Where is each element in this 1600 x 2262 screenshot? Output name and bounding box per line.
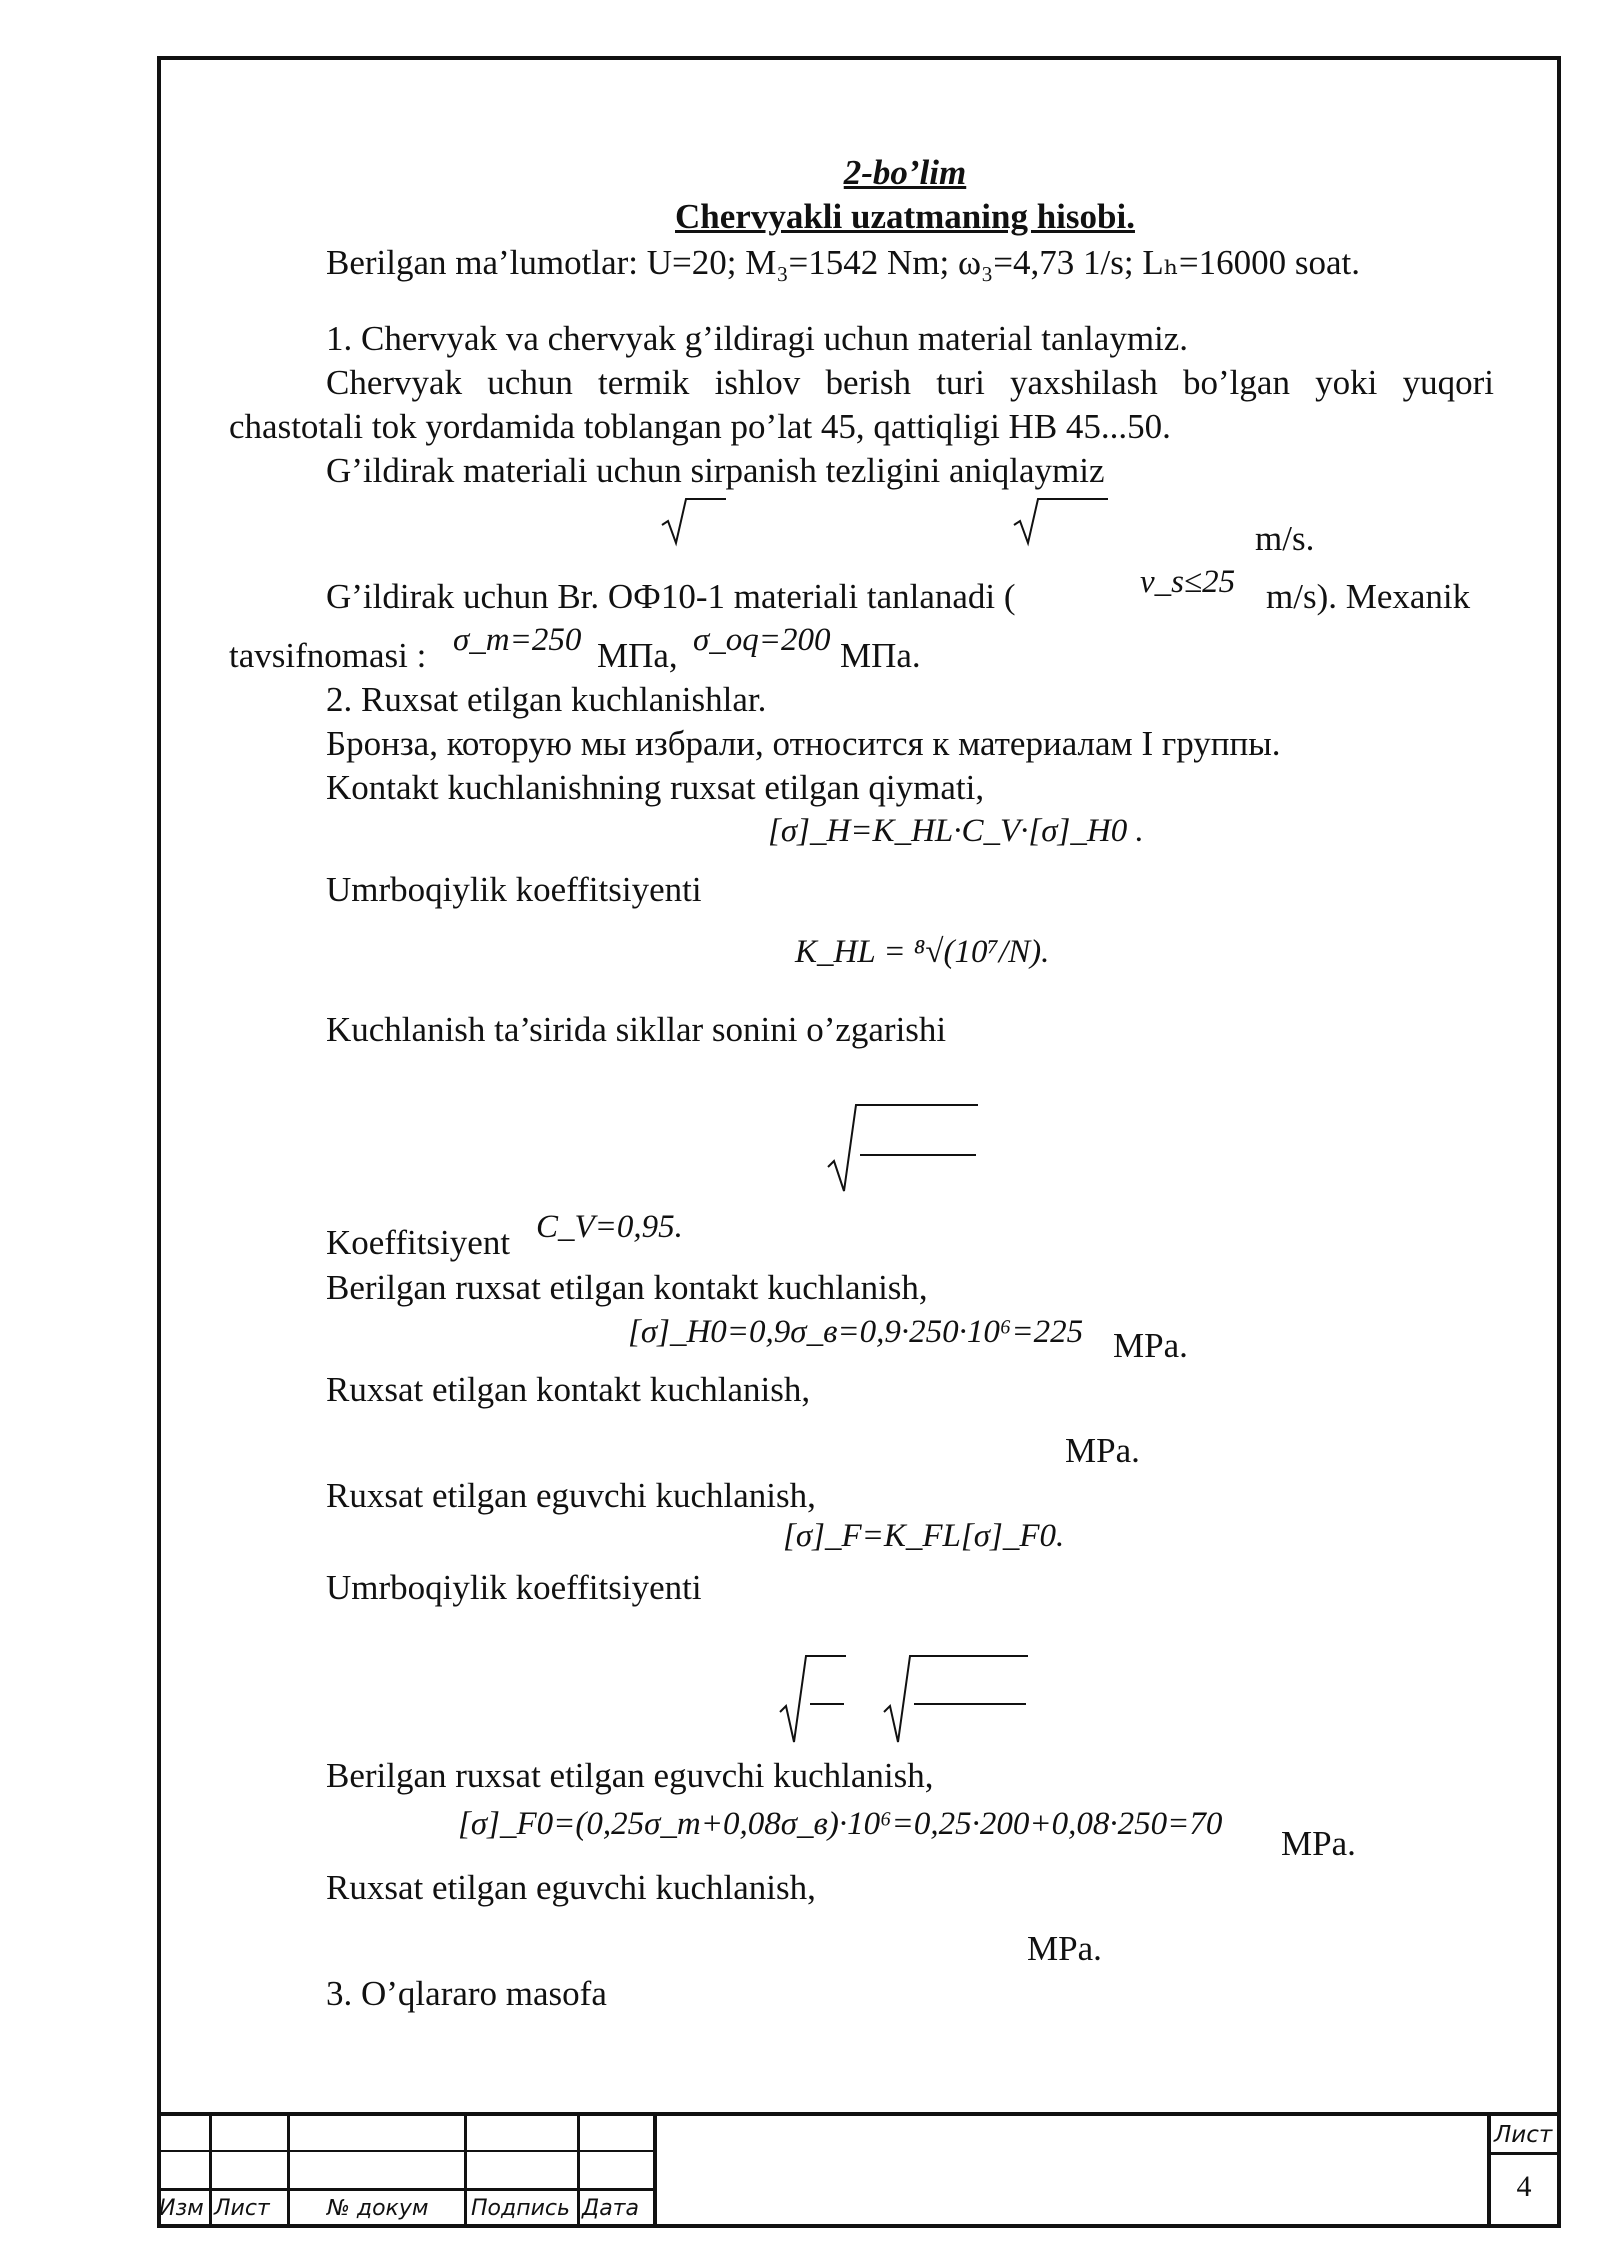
mpa-unit: МПа. (840, 636, 921, 675)
paragraph-2-heading: 2. Ruxsat etilgan kuchlanishlar. (326, 680, 767, 719)
bending-stress-text: Ruxsat etilgan eguvchi kuchlanish, (326, 1868, 816, 1907)
sheet-number: 4 (1516, 2170, 1532, 2203)
stamp-signature: Подпись (471, 2196, 570, 2221)
sliding-speed-text: G’ildirak materiali uchun sirpanish tezligini aniqlaymiz (326, 451, 1105, 490)
mpa-unit: MPa. (1113, 1326, 1188, 1365)
section-number: 2-bo’lim (843, 153, 967, 192)
sliding-speed-condition: v_s≤25 (1140, 564, 1236, 600)
formula-sigma-f: [σ]_F=K_FL[σ]_F0. (783, 1518, 1065, 1554)
life-coefficient-label-2: Umrboqiylik koeffitsiyenti (326, 1568, 702, 1607)
sigma-t-value: σ_т=250 (453, 622, 582, 658)
contact-stress-text: Ruxsat etilgan kontakt kuchlanish, (326, 1370, 811, 1409)
mpa-unit: MPa. (1281, 1824, 1356, 1863)
formula-sigma-h: [σ]_H=K_HL·C_V·[σ]_H0 . (768, 813, 1144, 849)
contact-allowed-text: Kontakt kuchlanishning ruxsat etilgan qiymati, (326, 768, 985, 807)
section-title: Chervyakli uzatmaning hisobi. (675, 197, 1135, 236)
radical-sign (882, 1654, 1032, 1744)
stamp-izm: Изм (159, 2196, 204, 2221)
cycles-change-text: Kuchlanish ta’sirida sikllar sonini o’zgarishi (326, 1010, 947, 1049)
stamp-list: Лист (214, 2196, 270, 2221)
life-coefficient-label-1: Umrboqiylik koeffitsiyenti (326, 870, 702, 909)
formula-khl: K_HL = ⁸√(10⁷/N). (795, 934, 1050, 970)
formula-sigma-f0: [σ]_F0=(0,25σ_т+0,08σ_в)·10⁶=0,25·200+0,08·250=70 (458, 1806, 1223, 1842)
coefficient-cv: C_V=0,95. (536, 1209, 683, 1245)
radical-sign (1012, 497, 1112, 547)
stamp-date: Дата (582, 2196, 639, 2221)
title-block (157, 2112, 1561, 2228)
wheel-material-unit: m/s). Mexanik (1266, 577, 1471, 616)
radical-sign (778, 1654, 848, 1744)
formula-sigma-h0: [σ]_H0=0,9σ_в=0,9·250·10⁶=225 (628, 1314, 1084, 1350)
mechanical-label: tavsifnomasi : (229, 636, 427, 675)
paragraph-1-line-2: chastotali tok yordamida toblangan po’lat 45, qattiqligi HB 45...50. (229, 407, 1171, 446)
mpa-unit: МПа, (597, 636, 678, 675)
speed-unit: m/s. (1255, 519, 1315, 558)
wheel-material-text: G’ildirak uchun Br. OФ10-1 materiali tanlanadi ( (326, 577, 1016, 616)
mpa-unit: MPa. (1027, 1929, 1102, 1968)
bending-allowed-text: Ruxsat etilgan eguvchi kuchlanish, (326, 1476, 816, 1515)
paragraph-1-line-1: Chervyak uchun termik ishlov berish turi yaxshilash bo’lgan yoki yuqori (326, 363, 1494, 402)
radical-sign (826, 1103, 981, 1193)
stamp-doc-number: № докум (327, 2196, 429, 2221)
given-bending-text: Berilgan ruxsat etilgan eguvchi kuchlanish, (326, 1756, 934, 1795)
paragraph-1-heading: 1. Chervyak va chervyak g’ildiragi uchun material tanlaymiz. (326, 319, 1189, 358)
stamp-sheet-label: Лист (1494, 2122, 1553, 2148)
bronze-group-text: Бронза, которую мы избрали, относится к материалам I группы. (326, 724, 1281, 763)
given-data-line: Berilgan ma’lumotlar: U=20; M₃=1542 Nm; ω₃=4,73 1/s; Lₕ=16000 soat. (326, 243, 1360, 282)
sigma-oq-value: σ_oq=200 (693, 622, 831, 658)
coefficient-label: Koeffitsiyent (326, 1223, 511, 1262)
radical-sign (660, 497, 730, 547)
mpa-unit: MPa. (1065, 1431, 1140, 1470)
paragraph-3-heading: 3. O’qlararo masofa (326, 1974, 607, 2013)
given-contact-text: Berilgan ruxsat etilgan kontakt kuchlanish, (326, 1268, 928, 1307)
